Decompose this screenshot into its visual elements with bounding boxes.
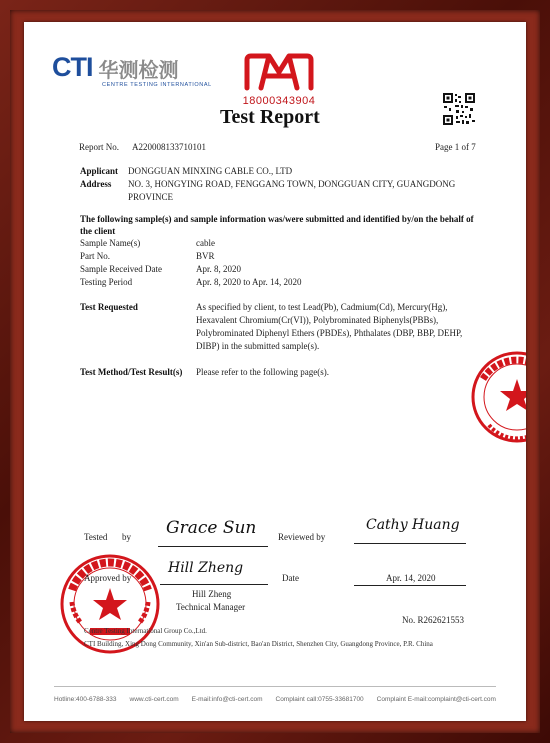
approved-sign-line bbox=[160, 584, 268, 585]
approver-title: Technical Manager bbox=[176, 602, 246, 612]
reviewed-signature: Cathy Huang bbox=[366, 517, 460, 533]
qr-code bbox=[442, 92, 476, 126]
edge-seal bbox=[469, 349, 526, 445]
test-requested-line-4: DIBP) in the submitted sample(s). bbox=[196, 341, 320, 351]
tested-by-label: by bbox=[122, 532, 131, 542]
test-requested-line-3: Polybrominated Diphenyl Ethers (PBDEs), Phthalates (DBP, BBP, DEHP, bbox=[196, 328, 463, 338]
report-no-value: A220008133710101 bbox=[132, 142, 206, 152]
sample-name-value: cable bbox=[196, 238, 215, 248]
cti-logo-letters: CTI bbox=[52, 52, 93, 82]
address-line-1: NO. 3, HONGYING ROAD, FENGGANG TOWN, DONGGUAN CITY, GUANGDONG bbox=[128, 179, 456, 189]
test-requested-label: Test Requested bbox=[80, 302, 138, 312]
cma-phone: 18000343904 bbox=[242, 95, 316, 107]
footer-web: www.cti-cert.com bbox=[129, 696, 179, 703]
received-date-label: Sample Received Date bbox=[80, 264, 162, 274]
seal-icon bbox=[469, 349, 526, 445]
footer-bar bbox=[54, 696, 496, 703]
part-no-label: Part No. bbox=[80, 251, 110, 261]
report-no-label: Report No. bbox=[79, 142, 119, 152]
reviewed-label: Reviewed by bbox=[278, 532, 326, 542]
part-no-value: BVR bbox=[196, 251, 215, 261]
footer-complaint-email: Complaint E-mail:complaint@cti-cert.com bbox=[376, 696, 496, 703]
testing-period-value: Apr. 8, 2020 to Apr. 14, 2020 bbox=[196, 277, 302, 287]
applicant-value: DONGGUAN MINXING CABLE CO., LTD bbox=[128, 166, 293, 176]
test-requested-line-1: As specified by client, to test Lead(Pb), Cadmium(Cd), Mercury(Hg), bbox=[196, 302, 448, 312]
date-value: Apr. 14, 2020 bbox=[386, 573, 436, 583]
report-title: Test Report bbox=[220, 106, 320, 128]
footer-divider bbox=[54, 686, 496, 687]
reviewed-sign-line bbox=[354, 543, 466, 544]
cma-logo-icon bbox=[239, 52, 319, 92]
date-label: Date bbox=[282, 573, 299, 583]
cma-mark bbox=[239, 52, 319, 107]
test-requested-line-2: Hexavalent Chromium(Cr(VI)), Polybrominated Biphenyls(PBBs), bbox=[196, 315, 439, 325]
date-line bbox=[354, 585, 466, 586]
applicant-label: Applicant bbox=[80, 166, 119, 176]
tested-label: Tested bbox=[84, 532, 108, 542]
sample-name-label: Sample Name(s) bbox=[80, 238, 141, 248]
sample-intro-line-1: The following sample(s) and sample information was/were submitted and identified by/on the behalf of bbox=[80, 214, 474, 224]
footer-hotline: Hotline:400-6788-333 bbox=[54, 696, 117, 703]
report-paper bbox=[24, 22, 526, 721]
tested-sign-line bbox=[158, 546, 268, 547]
page-number: Page 1 of 7 bbox=[435, 142, 476, 152]
company-name: Centre Testing International Group Co.,Ltd. bbox=[84, 627, 207, 635]
company-number: No. R262621553 bbox=[402, 615, 465, 625]
test-method-label: Test Method/Test Result(s) bbox=[80, 367, 183, 377]
footer-email: E-mail:info@cti-cert.com bbox=[191, 696, 263, 703]
approved-label: Approved by bbox=[84, 573, 132, 583]
cti-logo-chinese: 华测检测 bbox=[98, 58, 179, 82]
qr-code-icon bbox=[442, 92, 476, 126]
address-label: Address bbox=[80, 179, 112, 189]
cti-logo-subtitle: CENTRE TESTING INTERNATIONAL bbox=[102, 82, 212, 88]
received-date-value: Apr. 8, 2020 bbox=[196, 264, 241, 274]
testing-period-label: Testing Period bbox=[80, 277, 133, 287]
test-method-value: Please refer to the following page(s). bbox=[196, 367, 329, 377]
tested-signature: Grace Sun bbox=[166, 518, 257, 538]
sample-intro-line-2: the client bbox=[80, 226, 116, 236]
cti-logo bbox=[52, 52, 212, 88]
footer-complaint-call: Complaint call:0755-33681700 bbox=[275, 696, 364, 703]
approved-signature: Hill Zheng bbox=[168, 560, 244, 576]
company-address: CTI Building, Xing Dong Community, Xin'an Sub-district, Bao'an District, Shenzhen City, Guangdong Province, P.R. China bbox=[84, 640, 433, 648]
address-line-2: PROVINCE bbox=[128, 192, 174, 202]
approver-name: Hill Zheng bbox=[192, 589, 232, 599]
